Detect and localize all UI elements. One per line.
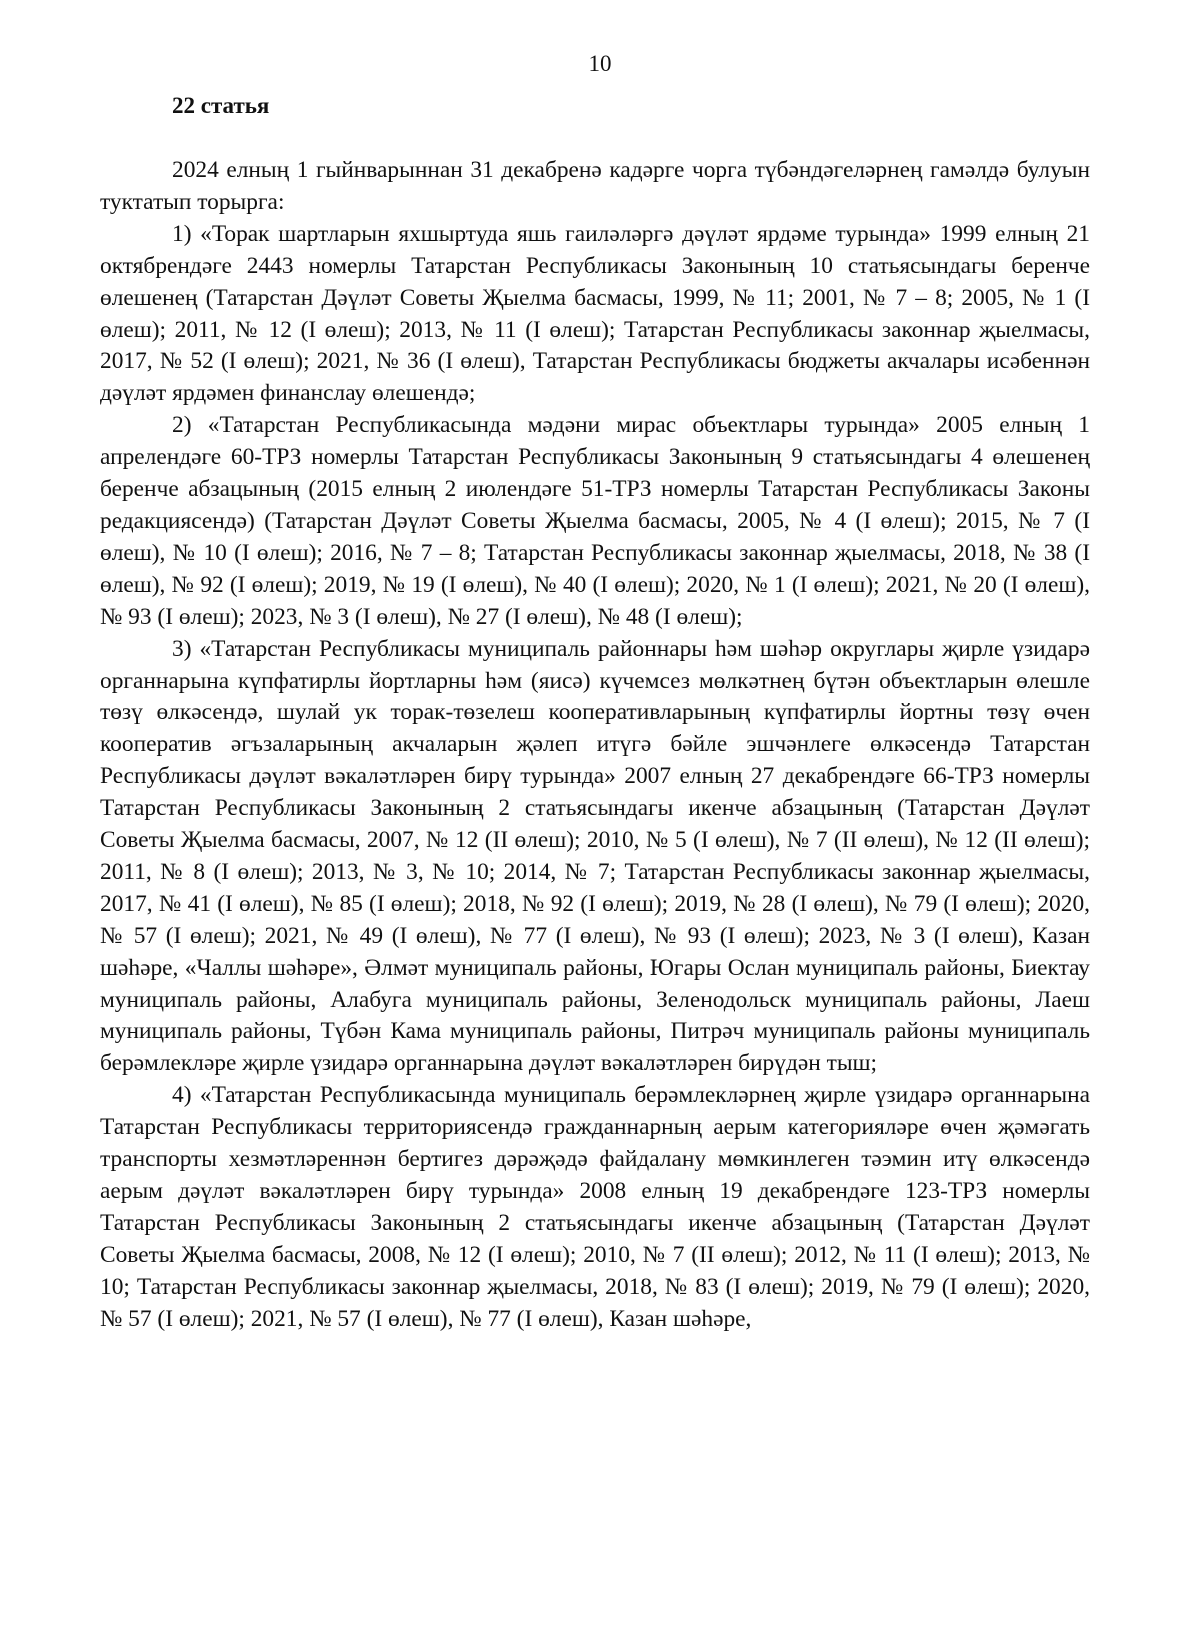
page-number: 10	[588, 51, 612, 76]
clause-3-paragraph: 3) «Татарстан Республикасы муниципаль районнары һәм шәһәр округлары җирле үзидарә органнарына күпфатирлы йортларны һәм (яисә) күчемсез мөлкәтнең бүтән объектларын өлешле төзү өлкәсендә, шулай ук торак-төзелеш кооперативларының күпфатирлы йортны төзү өчен кооператив әгъзаларының акчаларын җәлеп итүгә бәйле эшчәнлеге өлкәсендә Татарстан Республикасы дәүләт вәкаләтләрен бирү турында» 2007 елның 27 декабрендәге 66-ТРЗ номерлы Татарстан Республикасы Законының 2 статьясындагы икенче абзацының (Татарстан Дәүләт Советы Җыелма басмасы, 2007, № 12 (II өлеш); 2010, № 5 (I өлеш), № 7 (II өлеш), № 12 (II өлеш); 2011, № 8 (I өлеш); 2013, № 3, № 10; 2014, № 7; Татарстан Республикасы законнар җыелмасы, 2017, № 41 (I өлеш), № 85 (I өлеш); 2018, № 92 (I өлеш); 2019, № 28 (I өлеш), № 79 (I өлеш); 2020, № 57 (I өлеш); 2021, № 49 (I өлеш), № 77 (I өлеш), № 93 (I өлеш); 2023, № 3 (I өлеш), Казан шәһәре, «Чаллы шәһәре», Әлмәт муниципаль районы, Югары Ослан муниципаль районы, Биектау муниципаль районы, Алабуга муниципаль районы, Зеленодольск муниципаль районы, Лаеш муниципаль районы, Түбән Кама муниципаль районы, Питрәч муниципаль районы муниципаль берәмлекләре җирле үзидарә органнарына дәүләт вәкаләтләрен бирүдән тыш;	[100, 635, 1090, 1077]
article-heading: 22 статья	[172, 93, 270, 118]
clause-2-paragraph: 2) «Татарстан Республикасында мәдәни мирас объектлары турында» 2005 елның 1 апрелендәге 60-ТРЗ номерлы Татарстан Республикасы Законының 9 статьясындагы 4 өлешенең беренче абзацының (2015 елның 2 июлендәге 51-ТРЗ номерлы Татарстан Республикасы Законы редакциясендә) (Татарстан Дәүләт Советы Җыелма басмасы, 2005, № 4 (I өлеш); 2015, № 7 (I өлеш), № 10 (I өлеш); 2016, № 7 – 8; Татарстан Республикасы законнар җыелмасы, 2018, № 38 (I өлеш), № 92 (I өлеш); 2019, № 19 (I өлеш), № 40 (I өлеш); 2020, № 1 (I өлеш); 2021, № 20 (I өлеш), № 93 (I өлеш); 2023, № 3 (I өлеш), № 27 (I өлеш), № 48 (I өлеш);	[100, 412, 1090, 630]
intro-paragraph: 2024 елның 1 гыйнварыннан 31 декабренә кадәрге чорга түбәндәгеләрнең гамәлдә булуын туктатып торырга:	[100, 157, 1090, 215]
clause-4-paragraph: 4) «Татарстан Республикасында муниципаль берәмлекләрнең җирле үзидарә органнарына Татарстан Республикасы территориясендә гражданнарның аерым категорияләре өчен җәмәгать транспорты хезмәтләреннән бертигез дәрәҗәдә файдалану мөмкинлеген тәэмин итү өлкәсендә аерым дәүләт вәкаләтләрен бирү турында» 2008 елның 19 декабрендәге 123-ТРЗ номерлы Татарстан Республикасы Законының 2 статьясындагы икенче абзацының (Татарстан Дәүләт Советы Җыелма басмасы, 2008, № 12 (I өлеш); 2010, № 7 (II өлеш); 2012, № 11 (I өлеш); 2013, № 10; Татарстан Республикасы законнар җыелмасы, 2018, № 83 (I өлеш); 2019, № 79 (I өлеш); 2020, № 57 (I өлеш); 2021, № 57 (I өлеш), № 77 (I өлеш), Казан шәһәре,	[100, 1082, 1090, 1332]
document-body	[100, 155, 1090, 1336]
clause-1-paragraph: 1) «Торак шартларын яхшыртуда яшь гаиләләргә дәүләт ярдәме турында» 1999 елның 21 октябрендәге 2443 номерлы Татарстан Республикасы Законының 10 статьясындагы беренче өлешенең (Татарстан Дәүләт Советы Җыелма басмасы, 1999, № 11; 2001, № 7 – 8; 2005, № 1 (I өлеш); 2011, № 12 (I өлеш); 2013, № 11 (I өлеш); Татарстан Республикасы законнар җыелмасы, 2017, № 52 (I өлеш); 2021, № 36 (I өлеш), Татарстан Республикасы бюджеты акчалары исәбеннән дәүләт ярдәмен финанслау өлешендә;	[100, 220, 1090, 407]
